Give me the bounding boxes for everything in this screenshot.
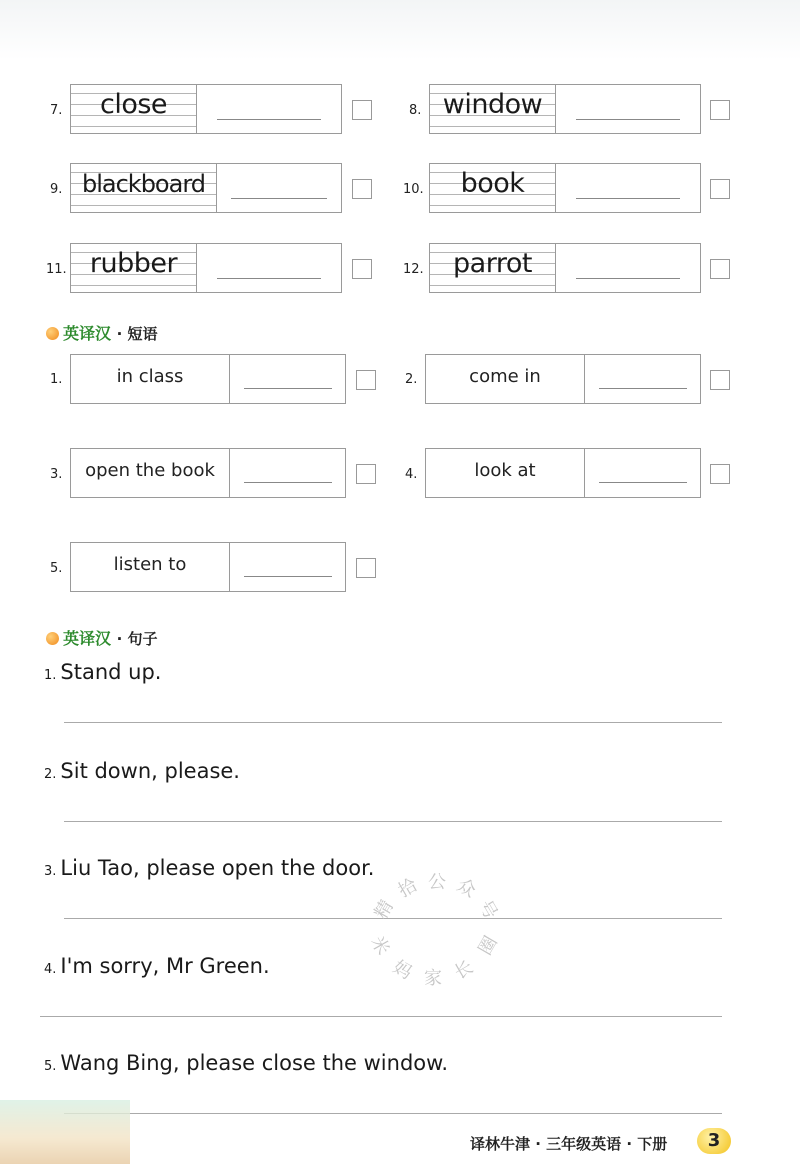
checkbox[interactable] [356, 370, 376, 390]
checkbox[interactable] [352, 259, 372, 279]
answer-blank[interactable] [217, 119, 321, 120]
checkbox[interactable] [710, 179, 730, 199]
answer-blank[interactable] [576, 119, 680, 120]
word-text: parrot [453, 248, 532, 279]
word-number: 11. [46, 262, 67, 277]
phrase-text: open the book [71, 449, 230, 497]
word-box [429, 84, 701, 134]
word-number: 8. [409, 103, 422, 118]
sentence-text: Liu Tao, please open the door. [60, 856, 375, 880]
checkbox[interactable] [352, 100, 372, 120]
answer-blank[interactable] [576, 198, 680, 199]
word-box [70, 84, 342, 134]
watermark-stamp: 精 拾 公 众 号 米 妈 家 长 圈 [366, 872, 502, 989]
sentence-number: 3. [44, 864, 57, 879]
book-title: 译林牛津 · 三年级英语 · 下册 [470, 1135, 668, 1153]
word-text: close [99, 89, 168, 120]
phrase-box [425, 448, 701, 498]
word-box [70, 243, 342, 293]
answer-line[interactable] [64, 821, 722, 822]
phrase-text: listen to [71, 543, 230, 591]
sentence-item [44, 1051, 448, 1075]
word-text: blackboard [81, 170, 205, 198]
word-text: rubber [89, 248, 178, 279]
phrase-number: 3. [50, 467, 63, 482]
answer-blank[interactable] [244, 388, 332, 389]
phrase-number: 2. [405, 372, 418, 387]
sentence-number: 2. [44, 767, 57, 782]
answer-blank[interactable] [231, 198, 327, 199]
answer-line[interactable] [40, 1016, 722, 1017]
phrase-text: look at [426, 449, 585, 497]
answer-blank[interactable] [244, 576, 332, 577]
answer-line[interactable] [64, 1113, 722, 1114]
phrase-box [70, 448, 346, 498]
answer-blank[interactable] [244, 482, 332, 483]
page-number: 3 [697, 1128, 731, 1154]
bullet-icon [46, 632, 59, 645]
checkbox[interactable] [710, 100, 730, 120]
checkbox[interactable] [710, 464, 730, 484]
sentence-number: 4. [44, 962, 57, 977]
phrase-text: in class [71, 355, 230, 403]
answer-blank[interactable] [599, 388, 687, 389]
section-subtitle: · 短语 [116, 325, 158, 343]
checkbox[interactable] [710, 259, 730, 279]
word-box [70, 163, 342, 213]
sentence-text: Stand up. [60, 660, 162, 684]
answer-blank[interactable] [576, 278, 680, 279]
word-number: 10. [403, 182, 424, 197]
word-number: 12. [403, 262, 424, 277]
phrase-number: 4. [405, 467, 418, 482]
phrase-box [70, 542, 346, 592]
word-box [429, 243, 701, 293]
section-heading-phrases [46, 321, 158, 344]
sentence-item [44, 660, 161, 684]
answer-blank[interactable] [599, 482, 687, 483]
sentence-item [44, 954, 270, 978]
sentence-item [44, 759, 240, 783]
word-text: window [442, 89, 543, 120]
word-box [429, 163, 701, 213]
phrase-text: come in [426, 355, 585, 403]
sentence-number: 1. [44, 668, 57, 683]
word-text: book [460, 168, 525, 199]
answer-blank[interactable] [217, 278, 321, 279]
section-heading-sentences [46, 626, 158, 649]
sentence-item [44, 856, 374, 880]
sentence-text: Wang Bing, please close the window. [60, 1051, 449, 1075]
checkbox[interactable] [356, 464, 376, 484]
section-title: 英译汉 [63, 629, 112, 648]
sentence-text: Sit down, please. [60, 759, 240, 783]
phrase-number: 1. [50, 372, 63, 387]
checkbox[interactable] [710, 370, 730, 390]
section-subtitle: · 句子 [116, 630, 158, 648]
word-number: 9. [50, 182, 63, 197]
sentence-text: I'm sorry, Mr Green. [60, 954, 270, 978]
answer-line[interactable] [64, 722, 722, 723]
word-number: 7. [50, 103, 63, 118]
sentence-number: 5. [44, 1059, 57, 1074]
phrase-box [70, 354, 346, 404]
checkbox[interactable] [352, 179, 372, 199]
corner-decoration [0, 1100, 130, 1164]
phrase-number: 5. [50, 561, 63, 576]
checkbox[interactable] [356, 558, 376, 578]
phrase-box [425, 354, 701, 404]
section-title: 英译汉 [63, 324, 112, 343]
bullet-icon [46, 327, 59, 340]
